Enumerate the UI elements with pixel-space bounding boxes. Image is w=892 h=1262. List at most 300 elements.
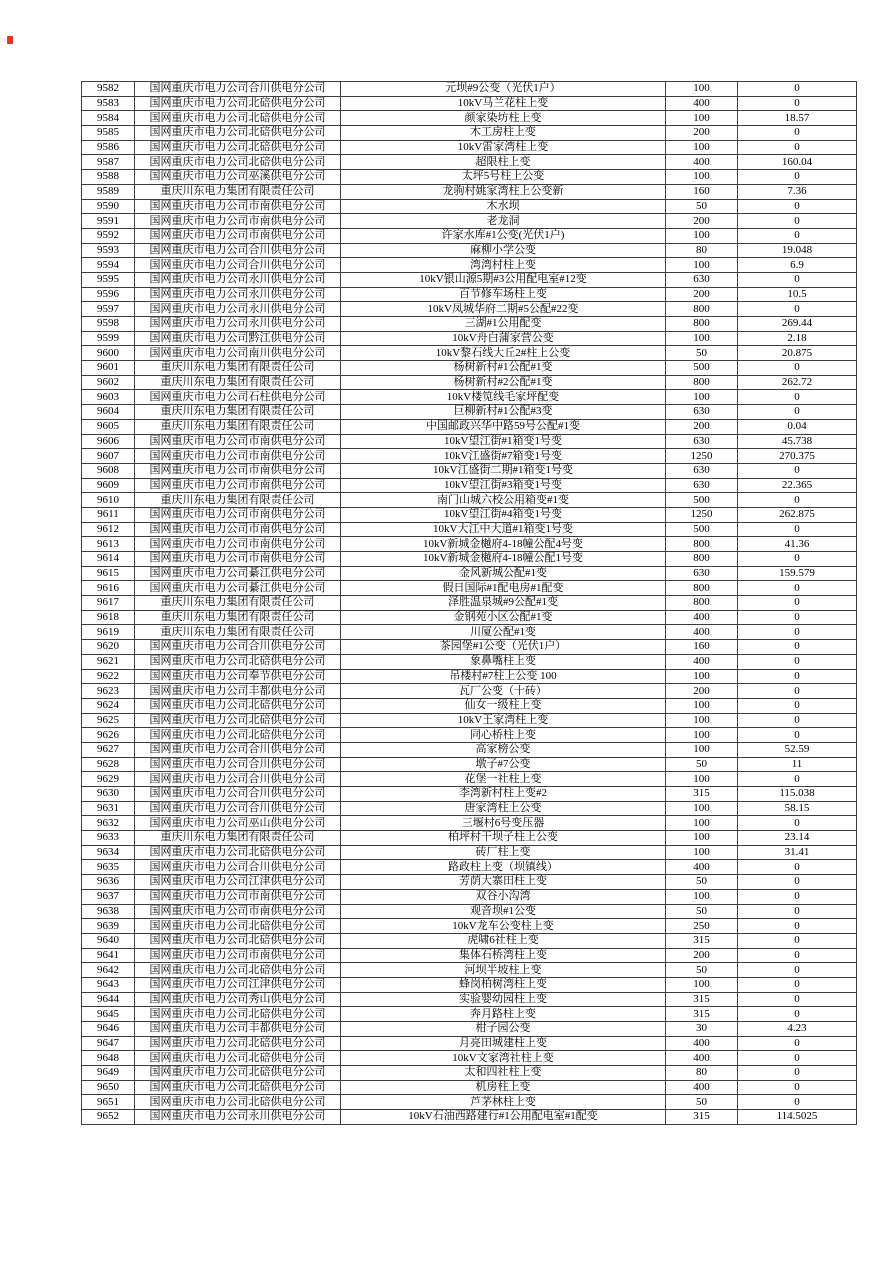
table-row bbox=[82, 640, 857, 655]
value-cell: 0 bbox=[738, 493, 857, 508]
capacity-cell: 50 bbox=[666, 199, 738, 214]
station-name-cell: 10kV黎石线大丘2#柱上公变 bbox=[341, 346, 666, 361]
value-cell: 0 bbox=[738, 1080, 857, 1095]
station-name-cell: 唐家湾柱上公变 bbox=[341, 801, 666, 816]
station-name-cell: 柏坪村干坝子柱上公变 bbox=[341, 831, 666, 846]
station-name-cell: 10kV雷家湾柱上变 bbox=[341, 140, 666, 155]
row-index-cell: 9642 bbox=[82, 963, 135, 978]
row-index-cell: 9624 bbox=[82, 698, 135, 713]
table-row bbox=[82, 919, 857, 934]
row-index-cell: 9613 bbox=[82, 537, 135, 552]
table-row bbox=[82, 449, 857, 464]
company-cell: 国网重庆市电力公司丰都供电分公司 bbox=[135, 684, 341, 699]
table-row bbox=[82, 875, 857, 890]
table-row bbox=[82, 463, 857, 478]
table-row bbox=[82, 552, 857, 567]
company-cell: 国网重庆市电力公司北碚供电分公司 bbox=[135, 155, 341, 170]
company-cell: 国网重庆市电力公司市南供电分公司 bbox=[135, 434, 341, 449]
row-index-cell: 9634 bbox=[82, 845, 135, 860]
station-name-cell: 三湖#1公用配变 bbox=[341, 317, 666, 332]
row-index-cell: 9625 bbox=[82, 713, 135, 728]
capacity-cell: 315 bbox=[666, 1110, 738, 1125]
row-index-cell: 9589 bbox=[82, 184, 135, 199]
capacity-cell: 80 bbox=[666, 1066, 738, 1081]
row-index-cell: 9614 bbox=[82, 552, 135, 567]
value-cell: 0 bbox=[738, 1066, 857, 1081]
company-cell: 国网重庆市电力公司北碚供电分公司 bbox=[135, 1080, 341, 1095]
station-name-cell: 金风新城公配#1变 bbox=[341, 566, 666, 581]
company-cell: 国网重庆市电力公司合川供电分公司 bbox=[135, 82, 341, 97]
row-index-cell: 9620 bbox=[82, 640, 135, 655]
value-cell: 270.375 bbox=[738, 449, 857, 464]
company-cell: 国网重庆市电力公司北碚供电分公司 bbox=[135, 1007, 341, 1022]
station-name-cell: 中国邮政兴华中路59号公配#1变 bbox=[341, 419, 666, 434]
table-row bbox=[82, 860, 857, 875]
company-cell: 国网重庆市电力公司石柱供电分公司 bbox=[135, 390, 341, 405]
row-index-cell: 9594 bbox=[82, 258, 135, 273]
table-row bbox=[82, 214, 857, 229]
company-cell: 国网重庆市电力公司北碚供电分公司 bbox=[135, 96, 341, 111]
table-row bbox=[82, 199, 857, 214]
capacity-cell: 100 bbox=[666, 742, 738, 757]
company-cell: 国网重庆市电力公司市南供电分公司 bbox=[135, 507, 341, 522]
station-name-cell: 超限柱上变 bbox=[341, 155, 666, 170]
table-row bbox=[82, 889, 857, 904]
company-cell: 国网重庆市电力公司江津供电分公司 bbox=[135, 875, 341, 890]
table-row bbox=[82, 801, 857, 816]
company-cell: 国网重庆市电力公司奉节供电分公司 bbox=[135, 669, 341, 684]
table-row bbox=[82, 992, 857, 1007]
station-name-cell: 10kV龙车公变柱上变 bbox=[341, 919, 666, 934]
table-row bbox=[82, 684, 857, 699]
table-row bbox=[82, 346, 857, 361]
value-cell: 0 bbox=[738, 1036, 857, 1051]
table-row bbox=[82, 787, 857, 802]
value-cell: 0 bbox=[738, 199, 857, 214]
table-row bbox=[82, 126, 857, 141]
company-cell: 国网重庆市电力公司永川供电分公司 bbox=[135, 317, 341, 332]
value-cell: 269.44 bbox=[738, 317, 857, 332]
table-row bbox=[82, 977, 857, 992]
row-index-cell: 9648 bbox=[82, 1051, 135, 1066]
station-name-cell: 10kV石油西路建行#1公用配电室#1配变 bbox=[341, 1110, 666, 1125]
value-cell: 58.15 bbox=[738, 801, 857, 816]
red-annotation-mark bbox=[7, 36, 13, 44]
value-cell: 0 bbox=[738, 684, 857, 699]
capacity-cell: 100 bbox=[666, 111, 738, 126]
capacity-cell: 200 bbox=[666, 419, 738, 434]
row-index-cell: 9593 bbox=[82, 243, 135, 258]
row-index-cell: 9638 bbox=[82, 904, 135, 919]
capacity-cell: 315 bbox=[666, 787, 738, 802]
table-row bbox=[82, 155, 857, 170]
value-cell: 0.04 bbox=[738, 419, 857, 434]
station-name-cell: 杨树新村#1公配#1变 bbox=[341, 361, 666, 376]
station-name-cell: 砖厂柱上变 bbox=[341, 845, 666, 860]
table-row bbox=[82, 1022, 857, 1037]
value-cell: 52.59 bbox=[738, 742, 857, 757]
company-cell: 国网重庆市电力公司市南供电分公司 bbox=[135, 199, 341, 214]
capacity-cell: 100 bbox=[666, 698, 738, 713]
row-index-cell: 9598 bbox=[82, 317, 135, 332]
capacity-cell: 50 bbox=[666, 757, 738, 772]
station-name-cell: 同心桥柱上变 bbox=[341, 728, 666, 743]
capacity-cell: 50 bbox=[666, 904, 738, 919]
table-row bbox=[82, 610, 857, 625]
station-name-cell: 芦茅林柱上变 bbox=[341, 1095, 666, 1110]
value-cell: 0 bbox=[738, 698, 857, 713]
value-cell: 0 bbox=[738, 860, 857, 875]
table-row bbox=[82, 757, 857, 772]
company-cell: 国网重庆市电力公司巫溪供电分公司 bbox=[135, 170, 341, 185]
row-index-cell: 9618 bbox=[82, 610, 135, 625]
row-index-cell: 9583 bbox=[82, 96, 135, 111]
table-row bbox=[82, 1066, 857, 1081]
station-name-cell: 10kV银山源5期#3公用配电室#12变 bbox=[341, 272, 666, 287]
table-row bbox=[82, 742, 857, 757]
value-cell: 0 bbox=[738, 140, 857, 155]
value-cell: 11 bbox=[738, 757, 857, 772]
station-name-cell: 10kV望江街#3箱变1号变 bbox=[341, 478, 666, 493]
table-row bbox=[82, 331, 857, 346]
row-index-cell: 9596 bbox=[82, 287, 135, 302]
capacity-cell: 100 bbox=[666, 669, 738, 684]
station-name-cell: 川厦公配#1变 bbox=[341, 625, 666, 640]
company-cell: 国网重庆市电力公司北碚供电分公司 bbox=[135, 963, 341, 978]
value-cell: 0 bbox=[738, 889, 857, 904]
capacity-cell: 500 bbox=[666, 522, 738, 537]
capacity-cell: 800 bbox=[666, 581, 738, 596]
station-name-cell: 瓦厂公变（十砖） bbox=[341, 684, 666, 699]
company-cell: 国网重庆市电力公司秀山供电分公司 bbox=[135, 992, 341, 1007]
capacity-cell: 30 bbox=[666, 1022, 738, 1037]
value-cell: 0 bbox=[738, 669, 857, 684]
value-cell: 0 bbox=[738, 82, 857, 97]
row-index-cell: 9622 bbox=[82, 669, 135, 684]
row-index-cell: 9631 bbox=[82, 801, 135, 816]
value-cell: 0 bbox=[738, 875, 857, 890]
company-cell: 国网重庆市电力公司合川供电分公司 bbox=[135, 243, 341, 258]
capacity-cell: 100 bbox=[666, 228, 738, 243]
table-row bbox=[82, 1036, 857, 1051]
value-cell: 7.36 bbox=[738, 184, 857, 199]
capacity-cell: 200 bbox=[666, 214, 738, 229]
row-index-cell: 9643 bbox=[82, 977, 135, 992]
capacity-cell: 630 bbox=[666, 478, 738, 493]
capacity-cell: 100 bbox=[666, 728, 738, 743]
table-row bbox=[82, 1110, 857, 1125]
capacity-cell: 400 bbox=[666, 654, 738, 669]
station-name-cell: 吊楼村#7柱上公变 100 bbox=[341, 669, 666, 684]
value-cell: 4.23 bbox=[738, 1022, 857, 1037]
capacity-cell: 400 bbox=[666, 155, 738, 170]
company-cell: 国网重庆市电力公司永川供电分公司 bbox=[135, 272, 341, 287]
capacity-cell: 200 bbox=[666, 126, 738, 141]
row-index-cell: 9626 bbox=[82, 728, 135, 743]
table-row bbox=[82, 654, 857, 669]
table-row bbox=[82, 669, 857, 684]
value-cell: 262.72 bbox=[738, 375, 857, 390]
row-index-cell: 9606 bbox=[82, 434, 135, 449]
station-name-cell: 10kV江盛街#7箱变1号变 bbox=[341, 449, 666, 464]
table-row bbox=[82, 1051, 857, 1066]
table-row bbox=[82, 317, 857, 332]
capacity-cell: 315 bbox=[666, 992, 738, 1007]
company-cell: 国网重庆市电力公司市南供电分公司 bbox=[135, 948, 341, 963]
row-index-cell: 9590 bbox=[82, 199, 135, 214]
table-row bbox=[82, 948, 857, 963]
capacity-cell: 50 bbox=[666, 346, 738, 361]
company-cell: 重庆川东电力集团有限责任公司 bbox=[135, 361, 341, 376]
station-name-cell: 10kV望江街#1箱变1号变 bbox=[341, 434, 666, 449]
capacity-cell: 315 bbox=[666, 1007, 738, 1022]
table-row bbox=[82, 581, 857, 596]
station-name-cell: 龙驹村姚家湾柱上公变新 bbox=[341, 184, 666, 199]
company-cell: 重庆川东电力集团有限责任公司 bbox=[135, 610, 341, 625]
row-index-cell: 9632 bbox=[82, 816, 135, 831]
station-name-cell: 假日国际#1配电房#1配变 bbox=[341, 581, 666, 596]
station-name-cell: 10kV文家湾社柱上变 bbox=[341, 1051, 666, 1066]
row-index-cell: 9637 bbox=[82, 889, 135, 904]
capacity-cell: 400 bbox=[666, 1036, 738, 1051]
capacity-cell: 200 bbox=[666, 948, 738, 963]
table-row bbox=[82, 963, 857, 978]
value-cell: 0 bbox=[738, 228, 857, 243]
row-index-cell: 9599 bbox=[82, 331, 135, 346]
table-row bbox=[82, 111, 857, 126]
capacity-cell: 400 bbox=[666, 96, 738, 111]
row-index-cell: 9603 bbox=[82, 390, 135, 405]
value-cell: 41.36 bbox=[738, 537, 857, 552]
company-cell: 国网重庆市电力公司江津供电分公司 bbox=[135, 977, 341, 992]
capacity-cell: 400 bbox=[666, 1080, 738, 1095]
station-name-cell: 蜂岗柏树湾柱上变 bbox=[341, 977, 666, 992]
capacity-cell: 100 bbox=[666, 977, 738, 992]
value-cell: 0 bbox=[738, 522, 857, 537]
value-cell: 0 bbox=[738, 463, 857, 478]
company-cell: 国网重庆市电力公司市南供电分公司 bbox=[135, 228, 341, 243]
station-name-cell: 虎啸6社柱上变 bbox=[341, 933, 666, 948]
value-cell: 0 bbox=[738, 1007, 857, 1022]
capacity-cell: 100 bbox=[666, 82, 738, 97]
company-cell: 国网重庆市电力公司北碚供电分公司 bbox=[135, 654, 341, 669]
capacity-cell: 200 bbox=[666, 287, 738, 302]
row-index-cell: 9646 bbox=[82, 1022, 135, 1037]
capacity-cell: 100 bbox=[666, 889, 738, 904]
table-row bbox=[82, 625, 857, 640]
capacity-cell: 400 bbox=[666, 860, 738, 875]
value-cell: 0 bbox=[738, 390, 857, 405]
capacity-cell: 80 bbox=[666, 243, 738, 258]
station-name-cell: 南门山城六校公用箱变#1变 bbox=[341, 493, 666, 508]
company-cell: 国网重庆市电力公司北碚供电分公司 bbox=[135, 728, 341, 743]
company-cell: 国网重庆市电力公司南川供电分公司 bbox=[135, 346, 341, 361]
company-cell: 国网重庆市电力公司北碚供电分公司 bbox=[135, 1036, 341, 1051]
capacity-cell: 400 bbox=[666, 625, 738, 640]
company-cell: 国网重庆市电力公司北碚供电分公司 bbox=[135, 111, 341, 126]
row-index-cell: 9619 bbox=[82, 625, 135, 640]
capacity-cell: 100 bbox=[666, 816, 738, 831]
row-index-cell: 9651 bbox=[82, 1095, 135, 1110]
table-row bbox=[82, 361, 857, 376]
table-row bbox=[82, 82, 857, 97]
company-cell: 国网重庆市电力公司永川供电分公司 bbox=[135, 1110, 341, 1125]
value-cell: 0 bbox=[738, 1095, 857, 1110]
value-cell: 0 bbox=[738, 933, 857, 948]
row-index-cell: 9617 bbox=[82, 596, 135, 611]
value-cell: 18.57 bbox=[738, 111, 857, 126]
row-index-cell: 9592 bbox=[82, 228, 135, 243]
table-row bbox=[82, 522, 857, 537]
company-cell: 国网重庆市电力公司丰都供电分公司 bbox=[135, 1022, 341, 1037]
company-cell: 国网重庆市电力公司合川供电分公司 bbox=[135, 258, 341, 273]
value-cell: 0 bbox=[738, 948, 857, 963]
row-index-cell: 9595 bbox=[82, 272, 135, 287]
table-row bbox=[82, 713, 857, 728]
value-cell: 45.738 bbox=[738, 434, 857, 449]
table-row bbox=[82, 507, 857, 522]
value-cell: 0 bbox=[738, 963, 857, 978]
value-cell: 115.038 bbox=[738, 787, 857, 802]
value-cell: 2.18 bbox=[738, 331, 857, 346]
company-cell: 国网重庆市电力公司綦江供电分公司 bbox=[135, 581, 341, 596]
company-cell: 国网重庆市电力公司北碚供电分公司 bbox=[135, 698, 341, 713]
company-cell: 重庆川东电力集团有限责任公司 bbox=[135, 625, 341, 640]
station-name-cell: 10kV新城金樾府4-18幢公配1号变 bbox=[341, 552, 666, 567]
company-cell: 国网重庆市电力公司永川供电分公司 bbox=[135, 287, 341, 302]
table-row bbox=[82, 831, 857, 846]
company-cell: 国网重庆市电力公司市南供电分公司 bbox=[135, 537, 341, 552]
capacity-cell: 630 bbox=[666, 272, 738, 287]
capacity-cell: 800 bbox=[666, 596, 738, 611]
company-cell: 国网重庆市电力公司北碚供电分公司 bbox=[135, 919, 341, 934]
row-index-cell: 9623 bbox=[82, 684, 135, 699]
row-index-cell: 9602 bbox=[82, 375, 135, 390]
table-row bbox=[82, 698, 857, 713]
row-index-cell: 9621 bbox=[82, 654, 135, 669]
capacity-cell: 1250 bbox=[666, 449, 738, 464]
capacity-cell: 800 bbox=[666, 317, 738, 332]
table-row bbox=[82, 1095, 857, 1110]
station-name-cell: 10kV新城金樾府4-18幢公配4号变 bbox=[341, 537, 666, 552]
table-row bbox=[82, 243, 857, 258]
station-name-cell: 集体石桥湾柱上变 bbox=[341, 948, 666, 963]
company-cell: 重庆川东电力集团有限责任公司 bbox=[135, 493, 341, 508]
company-cell: 国网重庆市电力公司合川供电分公司 bbox=[135, 757, 341, 772]
capacity-cell: 100 bbox=[666, 801, 738, 816]
value-cell: 0 bbox=[738, 596, 857, 611]
table-row bbox=[82, 375, 857, 390]
station-name-cell: 双谷小沟湾 bbox=[341, 889, 666, 904]
station-name-cell: 湾湾村柱上变 bbox=[341, 258, 666, 273]
table-row bbox=[82, 845, 857, 860]
station-name-cell: 墩子#7公变 bbox=[341, 757, 666, 772]
table-row bbox=[82, 933, 857, 948]
company-cell: 国网重庆市电力公司綦江供电分公司 bbox=[135, 566, 341, 581]
station-name-cell: 木水坝 bbox=[341, 199, 666, 214]
value-cell: 0 bbox=[738, 302, 857, 317]
capacity-cell: 100 bbox=[666, 845, 738, 860]
value-cell: 0 bbox=[738, 919, 857, 934]
row-index-cell: 9641 bbox=[82, 948, 135, 963]
company-cell: 国网重庆市电力公司合川供电分公司 bbox=[135, 640, 341, 655]
station-name-cell: 仙女一级柱上变 bbox=[341, 698, 666, 713]
capacity-cell: 250 bbox=[666, 919, 738, 934]
row-index-cell: 9633 bbox=[82, 831, 135, 846]
station-name-cell: 颜家染坊柱上变 bbox=[341, 111, 666, 126]
table-row bbox=[82, 904, 857, 919]
capacity-cell: 160 bbox=[666, 640, 738, 655]
station-name-cell: 金钢苑小区公配#1变 bbox=[341, 610, 666, 625]
row-index-cell: 9601 bbox=[82, 361, 135, 376]
row-index-cell: 9645 bbox=[82, 1007, 135, 1022]
station-name-cell: 10kV舟白蒲家营公变 bbox=[341, 331, 666, 346]
table-row bbox=[82, 184, 857, 199]
row-index-cell: 9649 bbox=[82, 1066, 135, 1081]
company-cell: 重庆川东电力集团有限责任公司 bbox=[135, 184, 341, 199]
row-index-cell: 9627 bbox=[82, 742, 135, 757]
station-name-cell: 10kV凤城华府二期#5公配#22变 bbox=[341, 302, 666, 317]
value-cell: 0 bbox=[738, 552, 857, 567]
row-index-cell: 9587 bbox=[82, 155, 135, 170]
capacity-cell: 50 bbox=[666, 1095, 738, 1110]
row-index-cell: 9630 bbox=[82, 787, 135, 802]
value-cell: 0 bbox=[738, 728, 857, 743]
row-index-cell: 9610 bbox=[82, 493, 135, 508]
row-index-cell: 9636 bbox=[82, 875, 135, 890]
station-name-cell: 花堡一社柱上变 bbox=[341, 772, 666, 787]
company-cell: 国网重庆市电力公司合川供电分公司 bbox=[135, 801, 341, 816]
station-name-cell: 老龙洞 bbox=[341, 214, 666, 229]
company-cell: 重庆川东电力集团有限责任公司 bbox=[135, 831, 341, 846]
value-cell: 20.875 bbox=[738, 346, 857, 361]
value-cell: 31.41 bbox=[738, 845, 857, 860]
station-name-cell: 许家水库#1公变(光伏1户) bbox=[341, 228, 666, 243]
row-index-cell: 9591 bbox=[82, 214, 135, 229]
station-name-cell: 杨树新村#2公配#1变 bbox=[341, 375, 666, 390]
row-index-cell: 9639 bbox=[82, 919, 135, 934]
value-cell: 0 bbox=[738, 610, 857, 625]
station-name-cell: 芳荫大寨田柱上变 bbox=[341, 875, 666, 890]
station-name-cell: 10kV江盛街二期#1箱变1号变 bbox=[341, 463, 666, 478]
value-cell: 0 bbox=[738, 904, 857, 919]
company-cell: 国网重庆市电力公司合川供电分公司 bbox=[135, 742, 341, 757]
station-name-cell: 奔月路柱上变 bbox=[341, 1007, 666, 1022]
capacity-cell: 630 bbox=[666, 566, 738, 581]
row-index-cell: 9616 bbox=[82, 581, 135, 596]
company-cell: 国网重庆市电力公司黔江供电分公司 bbox=[135, 331, 341, 346]
company-cell: 重庆川东电力集团有限责任公司 bbox=[135, 419, 341, 434]
value-cell: 0 bbox=[738, 214, 857, 229]
capacity-cell: 400 bbox=[666, 1051, 738, 1066]
company-cell: 国网重庆市电力公司合川供电分公司 bbox=[135, 772, 341, 787]
station-name-cell: 茶园堡#1公变（光伏1户） bbox=[341, 640, 666, 655]
table-row bbox=[82, 537, 857, 552]
station-name-cell: 太和四社柱上变 bbox=[341, 1066, 666, 1081]
value-cell: 262.875 bbox=[738, 507, 857, 522]
capacity-cell: 100 bbox=[666, 140, 738, 155]
capacity-cell: 800 bbox=[666, 375, 738, 390]
company-cell: 国网重庆市电力公司北碚供电分公司 bbox=[135, 126, 341, 141]
table-row bbox=[82, 1080, 857, 1095]
station-name-cell: 元坝#9公变（光伏1户） bbox=[341, 82, 666, 97]
row-index-cell: 9644 bbox=[82, 992, 135, 1007]
station-name-cell: 机房柱上变 bbox=[341, 1080, 666, 1095]
table-row bbox=[82, 816, 857, 831]
row-index-cell: 9612 bbox=[82, 522, 135, 537]
company-cell: 国网重庆市电力公司市南供电分公司 bbox=[135, 449, 341, 464]
company-cell: 国网重庆市电力公司合川供电分公司 bbox=[135, 787, 341, 802]
